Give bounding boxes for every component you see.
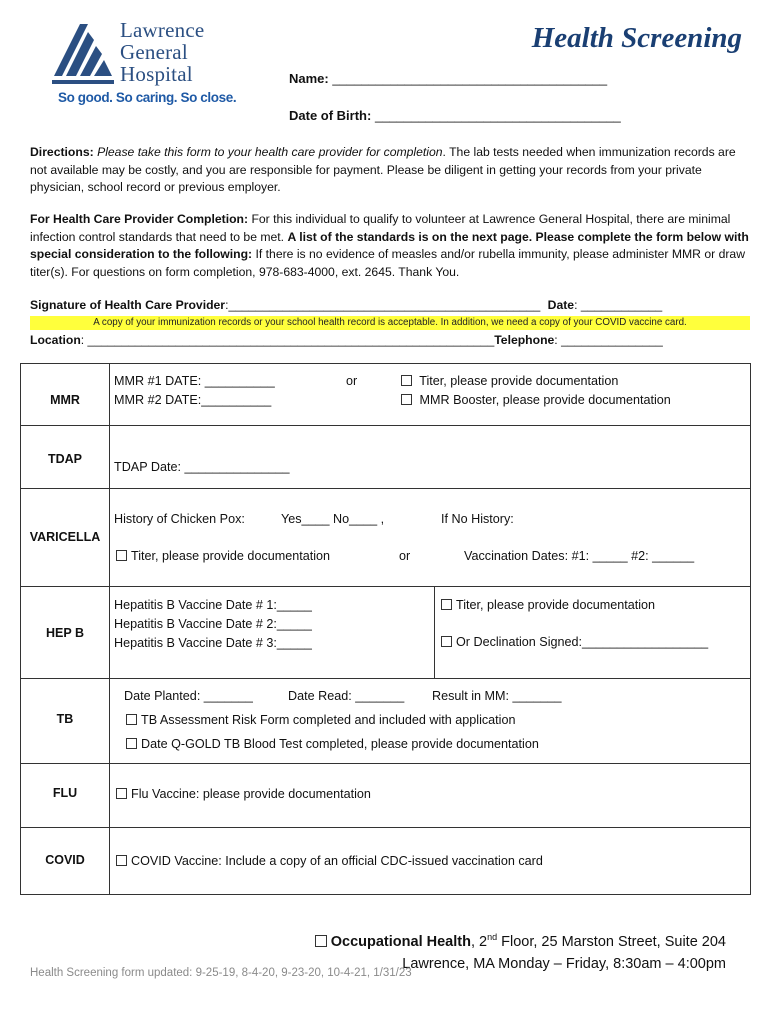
signature-blank: :______________________________________________ xyxy=(225,298,541,312)
provider-text-1: For this individual to qualify to volunteer at Lawrence General Hospital, there are minimal infection control standards that need to be met. xyxy=(30,212,731,244)
hospital-logo xyxy=(48,18,258,110)
occ-sup: nd xyxy=(487,932,498,942)
hepb-date-2[interactable]: Hepatitis B Vaccine Date # 2:_____ xyxy=(114,617,312,631)
checkbox-icon[interactable] xyxy=(116,788,127,799)
highlight-note: A copy of your immunization records or your school health record is acceptable. In addition, we need a copy of your COVID vaccine card. xyxy=(30,316,750,330)
form-updated-note: Health Screening form updated: 9-25-19, 8-4-20, 9-23-20, 10-4-21, 1/31/23 xyxy=(30,967,412,979)
varicella-titer-option[interactable] xyxy=(116,547,330,566)
varicella-yes-no[interactable]: Yes____ No____ , xyxy=(281,512,385,526)
date-label: Date xyxy=(547,298,575,312)
tb-result[interactable]: Result in MM: _______ xyxy=(432,689,562,703)
checkbox-icon[interactable] xyxy=(401,394,412,405)
logo-mark-icon xyxy=(48,18,118,88)
telephone-blank: : _______________ xyxy=(554,333,663,347)
provider-text-2: If there is no evidence of measles and/or rubella immunity, please administer MMR or draw titer(s). For questions on form completion, 978-683-4000, ext. 2645. Thank You. xyxy=(30,247,746,279)
hepb-date-3[interactable]: Hepatitis B Vaccine Date # 3:_____ xyxy=(114,636,312,650)
provider-label: For Health Care Provider Completion: xyxy=(30,212,249,226)
occ-line-1 xyxy=(315,926,726,953)
tb-assessment-option[interactable] xyxy=(126,711,516,730)
tb-assessment-label: TB Assessment Risk Form completed and included with application xyxy=(141,713,516,727)
flu-option[interactable] xyxy=(116,785,371,804)
tb-date-read[interactable]: Date Read: _______ xyxy=(288,689,405,703)
dob-field[interactable] xyxy=(289,108,621,123)
row-label-varicella: VARICELLA xyxy=(29,530,101,544)
row-label-mmr: MMR xyxy=(50,393,80,407)
checkbox-icon[interactable] xyxy=(126,714,137,725)
hepb-declination-option[interactable] xyxy=(441,633,708,652)
mmr-or: or xyxy=(346,374,358,388)
checkbox-icon[interactable] xyxy=(401,375,412,386)
dob-label: Date of Birth: xyxy=(289,108,372,123)
mmr-booster-label: MMR Booster, please provide documentation xyxy=(419,393,671,407)
date-blank: : ____________ xyxy=(574,298,663,312)
row-label-flu: FLU xyxy=(52,786,78,800)
provider-paragraph xyxy=(30,211,750,281)
location-label: Location xyxy=(30,333,81,347)
checkbox-icon[interactable] xyxy=(441,599,452,610)
hepb-date-1[interactable]: Hepatitis B Vaccine Date # 1:_____ xyxy=(114,598,312,612)
varicella-history: History of Chicken Pox: xyxy=(114,512,245,526)
checkbox-icon[interactable] xyxy=(441,636,452,647)
location-blank: : ____________________________________________________________ xyxy=(80,333,495,347)
name-label: Name: xyxy=(289,71,329,86)
row-label-covid: COVID xyxy=(45,853,85,867)
mmr-titer-option[interactable] xyxy=(401,372,618,391)
occ-floor: , 2 xyxy=(470,933,488,950)
tb-qgold-option[interactable] xyxy=(126,735,539,754)
occ-bold: Occupational Health xyxy=(330,933,471,950)
row-label-hepb: HEP B xyxy=(46,626,84,640)
varicella-vaccination-dates[interactable]: Vaccination Dates: #1: _____ #2: ______ xyxy=(464,549,695,563)
occ-line-2: Lawrence, MA Monday – Friday, 8:30am – 4:00pm xyxy=(402,955,726,972)
directions-label: Directions: xyxy=(30,145,94,159)
hepb-titer-option[interactable] xyxy=(441,596,655,615)
flu-label: Flu Vaccine: please provide documentation xyxy=(131,787,371,801)
signature-label: Signature of Health Care Provider xyxy=(30,298,226,312)
tdap-date[interactable]: TDAP Date: _______________ xyxy=(114,460,290,474)
row-label-tb: TB xyxy=(56,712,74,726)
name-field[interactable] xyxy=(289,71,607,86)
logo-text-line-1: Lawrence xyxy=(120,18,205,42)
mmr-date-1[interactable]: MMR #1 DATE: __________ xyxy=(114,374,275,388)
checkbox-icon[interactable] xyxy=(315,935,327,947)
logo-text-line-3: Hospital xyxy=(120,62,193,86)
mmr-titer-label: Titer, please provide documentation xyxy=(419,374,619,388)
screening-table xyxy=(20,363,751,895)
telephone-label: Telephone xyxy=(494,333,555,347)
logo-text-line-2: General xyxy=(120,40,188,64)
signature-line[interactable] xyxy=(30,298,662,312)
tb-date-planted[interactable]: Date Planted: _______ xyxy=(124,689,253,703)
logo-tagline: So good. So caring. So close. xyxy=(58,90,237,105)
location-line[interactable] xyxy=(30,333,663,347)
occ-rest: Floor, 25 Marston Street, Suite 204 xyxy=(497,933,726,950)
varicella-if-no: If No History: xyxy=(441,512,514,526)
covid-option[interactable] xyxy=(116,852,543,871)
page-title: Health Screening xyxy=(531,22,742,54)
tb-qgold-label: Date Q-GOLD TB Blood Test completed, please provide documentation xyxy=(141,737,539,751)
hepb-declination-label: Or Declination Signed:__________________ xyxy=(456,635,709,649)
checkbox-icon[interactable] xyxy=(116,550,127,561)
provider-bold-text: A list of the standards is on the next page. Please complete the form below with special consideration to the following: xyxy=(30,229,749,261)
varicella-titer-label: Titer, please provide documentation xyxy=(131,549,331,563)
checkbox-icon[interactable] xyxy=(126,738,137,749)
directions-paragraph xyxy=(30,144,750,197)
row-label-tdap: TDAP xyxy=(47,452,83,466)
name-blank: ______________________________________ xyxy=(332,71,608,86)
mmr-booster-option[interactable] xyxy=(401,391,671,410)
directions-text: . The lab tests needed when immunization records are not available may be costly, and you are responsible for payment. Please be diligent in getting your records from your private physician, school record or previous employer. xyxy=(30,145,736,194)
hepb-titer-label: Titer, please provide documentation xyxy=(456,598,656,612)
checkbox-icon[interactable] xyxy=(116,855,127,866)
covid-label: COVID Vaccine: Include a copy of an official CDC-issued vaccination card xyxy=(131,854,543,868)
dob-blank: __________________________________ xyxy=(374,108,621,123)
directions-italic: Please take this form to your health care provider for completion xyxy=(97,145,443,159)
varicella-or: or xyxy=(399,549,411,563)
mmr-date-2[interactable]: MMR #2 DATE:__________ xyxy=(114,393,272,407)
